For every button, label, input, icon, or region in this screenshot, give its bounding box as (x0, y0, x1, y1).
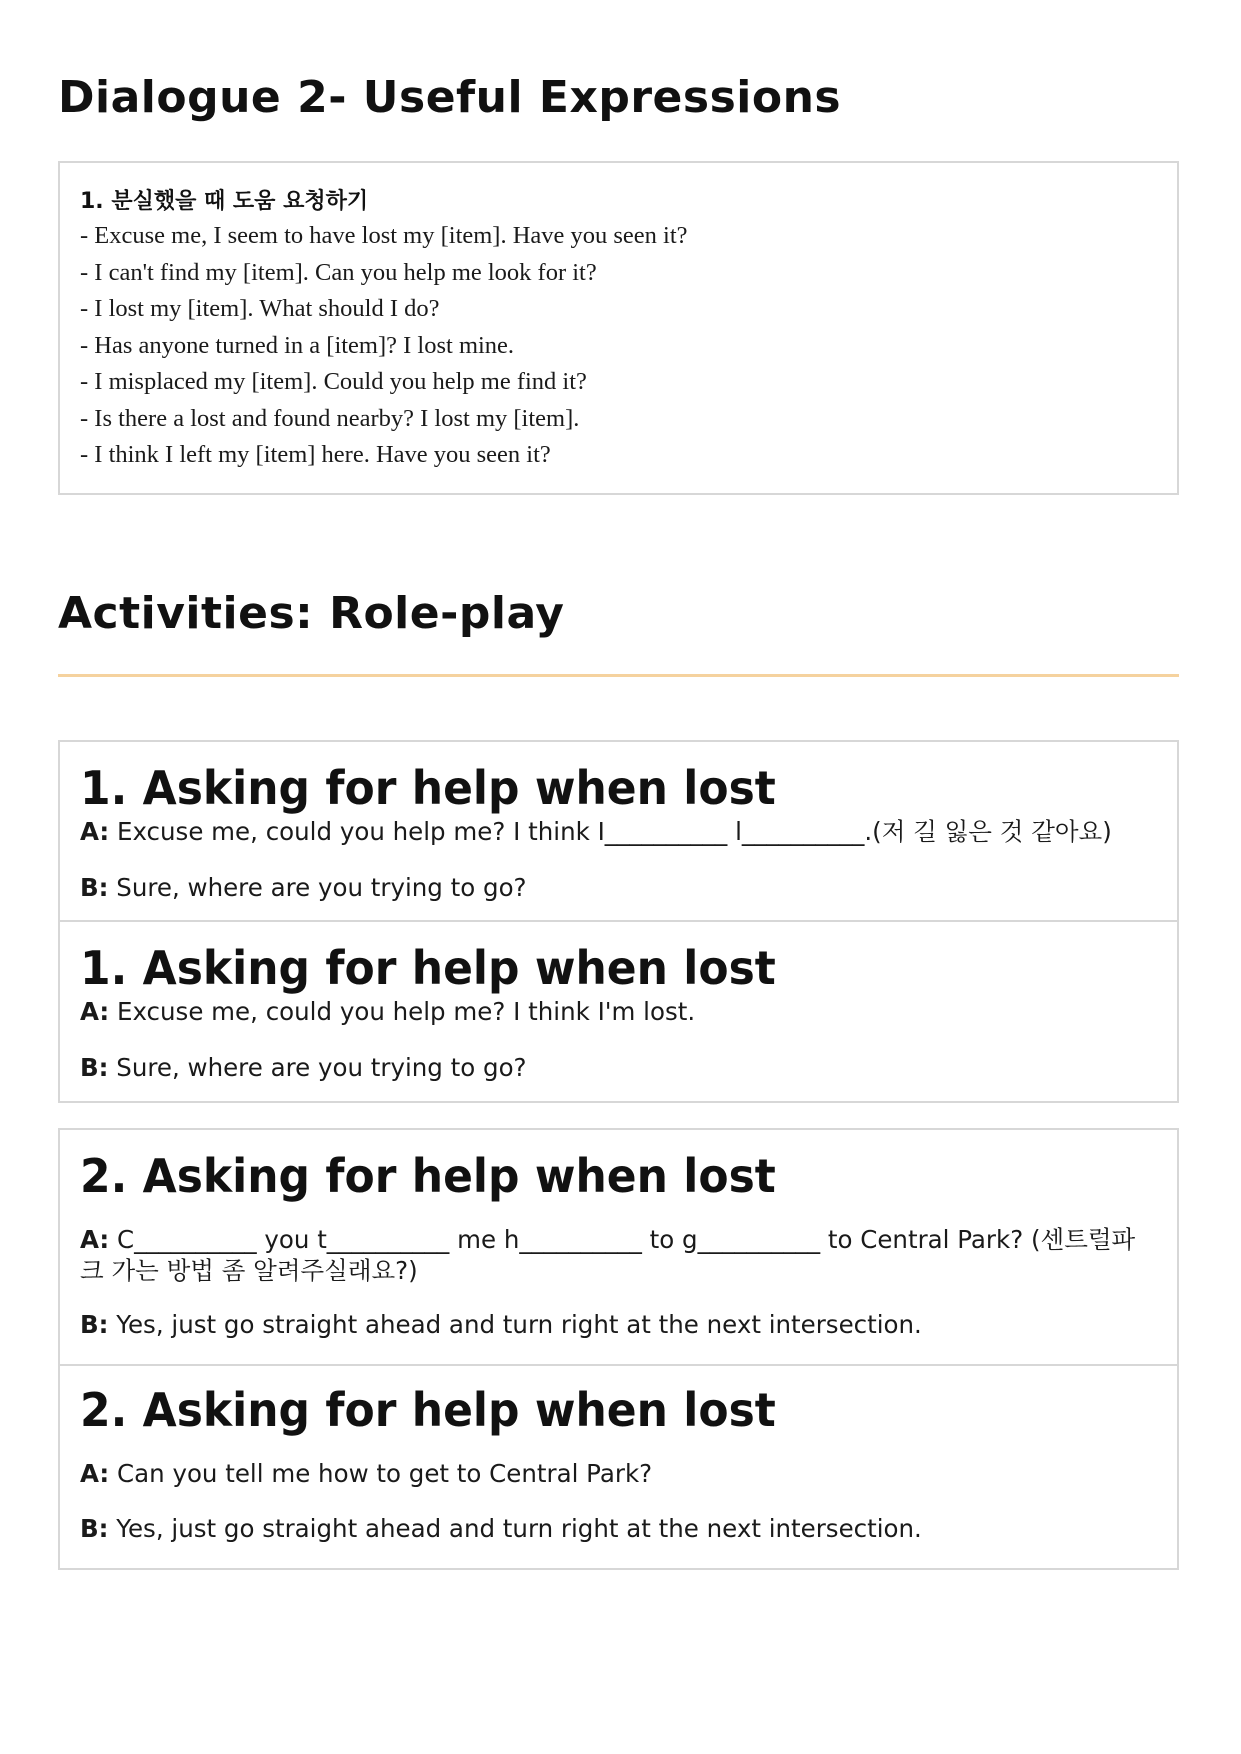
dialogue-text-b: Yes, just go straight ahead and turn right at the next intersection. (108, 1514, 922, 1543)
useful-expressions-box (58, 161, 1179, 495)
card-heading: 2. Asking for help when lost (80, 1149, 776, 1204)
expressions-title: Dialogue 2- Useful Expressions (58, 72, 842, 123)
expression-item: - I can't find my [item]. Can you help me look for it? (80, 258, 597, 286)
dialogue-line-b (80, 1513, 1157, 1544)
roleplay-card-1-answer (58, 920, 1179, 1103)
roleplay-card-2-blank (58, 1128, 1179, 1366)
roleplay-card-2-answer (58, 1364, 1179, 1570)
roleplay-card-1-blank (58, 740, 1179, 922)
dialogue-text-a: Excuse me, could you help me? I think I'm lost. (109, 997, 696, 1026)
dialogue-text-b: Sure, where are you trying to go? (108, 873, 527, 902)
card-heading: 1. Asking for help when lost (80, 941, 776, 996)
expression-item: - I think I left my [item] here. Have you seen it? (80, 441, 551, 468)
speaker-a-label: A: (80, 997, 110, 1026)
expressions-heading: 1. 분실했을 때 도움 요청하기 (80, 189, 369, 214)
dialogue-line-a (80, 996, 1157, 1027)
expression-item: - Is there a lost and found nearby? I lost my [item]. (80, 404, 580, 432)
expression-item: - I lost my [item]. What should I do? (80, 295, 440, 322)
speaker-a-label: A: (80, 817, 110, 846)
dialogue-line-a (80, 816, 1157, 847)
expression-item: - Has anyone turned in a [item]? I lost mine. (80, 331, 515, 359)
speaker-b-label: B: (80, 873, 109, 902)
speaker-a-label: A: (80, 1225, 110, 1254)
dialogue-line-b (80, 872, 1157, 903)
section-divider (58, 674, 1179, 677)
dialogue-text-a: Excuse me, could you help me? I think I__________ l__________.(저 길 잃은 것 같아요) (109, 817, 1112, 846)
speaker-a-label: A: (80, 1459, 110, 1488)
expression-item: - Excuse me, I seem to have lost my [item]. Have you seen it? (80, 222, 688, 249)
dialogue-text-b: Sure, where are you trying to go? (108, 1053, 527, 1082)
speaker-b-label: B: (80, 1310, 109, 1339)
dialogue-text-b: Yes, just go straight ahead and turn right at the next intersection. (108, 1310, 922, 1339)
card-heading: 1. Asking for help when lost (80, 761, 776, 816)
card-heading: 2. Asking for help when lost (80, 1383, 776, 1438)
activities-title: Activities: Role-play (58, 588, 565, 639)
speaker-b-label: B: (80, 1514, 109, 1543)
dialogue-line-a (80, 1458, 1157, 1489)
expression-item: - I misplaced my [item]. Could you help me find it? (80, 368, 587, 395)
dialogue-text-a: Can you tell me how to get to Central Park? (109, 1459, 653, 1488)
speaker-b-label: B: (80, 1053, 109, 1082)
expressions-list (80, 218, 1157, 474)
dialogue-text-a: C__________ you t__________ me h__________ to g__________ to Central Park? (센트럴파크 가는 방법 좀 알려주실래요?) (80, 1225, 1136, 1285)
dialogue-line-b (80, 1309, 1157, 1340)
dialogue-line-a (80, 1224, 1157, 1286)
dialogue-line-b (80, 1052, 1157, 1083)
